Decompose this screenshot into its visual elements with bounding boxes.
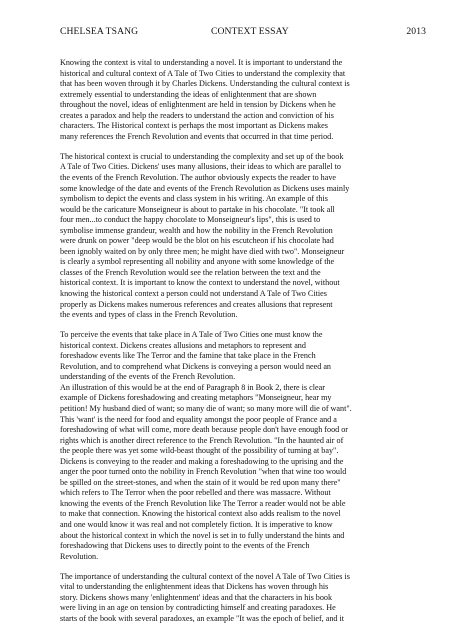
paragraph-line: Dickens is conveying to the reader and making a foreshadowing to the uprising and the (60, 456, 344, 466)
paragraph-line: knowing the historical context a person could not understand A Tale of Two Cities (60, 288, 327, 298)
essay-body (60, 58, 428, 634)
paragraph-line: historical and cultural context of A Tale of Two Cities to understand the complexity that (60, 68, 346, 78)
paragraph-line: To perceive the events that take place in A Tale of Two Cities one must know the (60, 330, 323, 340)
paragraph-line: example of Dickens foreshadowing and creating metaphors "Monseigneur, hear my (60, 393, 332, 403)
header-title: CONTEXT ESSAY (211, 26, 289, 37)
paragraph-line: many references the French Revolution and events that occurred in that time period. (60, 131, 334, 141)
paragraph-line: vital to understanding the enlightenment ideas that Dickens has woven through his (60, 582, 329, 592)
paragraph-line: is clearly a symbol representing all nobility and anyone with some knowledge of the (60, 257, 335, 267)
paragraph-line: about the historical context in which the novel is set in to fully understand the hints and (60, 530, 345, 540)
paragraph-line: foreshadowing of what will come, more death because people don't have enough food or (60, 425, 349, 435)
paragraph-line: the events and types of class in the French Revolution. (60, 310, 238, 320)
paragraph-line: characters. The Historical context is perhaps the most important as Dickens makes (60, 121, 328, 131)
paragraph-line: Knowing the context is vital to understanding a novel. It is important to understand the (60, 58, 343, 67)
paragraph-line: foreshadowing that Dickens uses to directly point to the events of the French (60, 541, 310, 551)
paragraph-line: historical context. Dickens creates allusions and metaphors to represent and (60, 340, 306, 350)
paragraph-line: classes of the French Revolution would see the relation between the text and the (60, 267, 321, 277)
paragraph-line: rights which is another direct reference to the French Revolution. "In the haunted air of (60, 435, 344, 445)
paragraph-line: be spilled on the street-stones, and when the stain of it would be red upon many there" (60, 477, 341, 487)
paragraph-line: properly as Dickens makes numerous references and creates allusions that represent (60, 299, 333, 309)
paragraph-line: were drunk on power "deep would be the blot on his escutcheon if his chocolate had (60, 236, 334, 246)
paragraph-line: and one would know it was real and not completely fiction. It is imperative to know (60, 519, 333, 529)
paragraph-line: four men...to conduct the happy chocolate to Monseigneur's lips", this is used to (60, 215, 321, 225)
paragraph-line: symbolism to depict the events and class system in his writing. An example of this (60, 194, 328, 204)
paragraph-line: A Tale of Two Cities. Dickens' uses many allusions, their ideas to which are parallel to (60, 162, 341, 172)
essay-paragraph (60, 572, 428, 625)
paragraph-line: Revolution, and to comprehend what Dickens is conveying a person would need an (60, 361, 331, 371)
paragraph-line: foreshadow events like The Terror and the famine that take place in the French (60, 351, 316, 361)
paragraph-line: to make that connection. Knowing the historical context also adds realism to the novel (60, 509, 341, 519)
essay-paragraph (60, 330, 428, 562)
header-author: CHELSEA TSANG (60, 26, 139, 37)
paragraph-line: petition! My husband died of want; so many die of want; so many more will die of want". (60, 403, 352, 413)
essay-paragraph (60, 58, 428, 142)
essay-paragraph (60, 152, 428, 321)
paragraph-line: some knowledge of the date and events of the French Revolution as Dickens uses mainly (60, 183, 350, 193)
paragraph-line: An illustration of this would be at the end of Paragraph 8 in Book 2, there is clear (60, 382, 325, 392)
paragraph-line: extremely essential to understanding the ideas of enlightenment that are shown (60, 89, 317, 99)
paragraph-line: historical context. It is important to know the context to understand the novel, without (60, 278, 340, 288)
paragraph-line: symbolise immense grandeur, wealth and how the nobility in the French Revolution (60, 225, 333, 235)
paragraph-line: The historical context is crucial to understanding the complexity and set up of the book (60, 151, 344, 161)
paragraph-line: which refers to The Terror when the poor rebelled and there was massacre. Without (60, 488, 331, 498)
paragraph-line: that has been woven through it by Charles Dickens. Understanding the cultural context is (60, 79, 350, 89)
paragraph-line: the people there was yet some wild-beast thought of the possibility of turning at bay". (60, 446, 339, 456)
paragraph-line: throughout the novel, ideas of enlightenment are held in tension by Dickens when he (60, 100, 336, 110)
paragraph-line: been ignobly waited on by only three men; he might have died with two". Monseigneur (60, 246, 345, 256)
page-header (60, 26, 426, 38)
paragraph-line: anger the poor turned onto the nobility in French Revolution "when that wine too would (60, 467, 347, 477)
paragraph-line: the events of the French Revolution. The author obviously expects the reader to have (60, 172, 337, 182)
paragraph-line: were living in an age on tension by contradicting himself and creating paradoxes. He (60, 603, 336, 613)
paragraph-line: Revolution. (60, 551, 99, 561)
paragraph-line: would be the caricature Monseigneur is about to partake in his chocolate. "It took all (60, 204, 335, 214)
paragraph-line: knowing the events of the French Revolution like The Terror a reader would not be able (60, 498, 346, 508)
paragraph-line: starts of the book with several paradoxes, an example "It was the epoch of belief, and it (60, 613, 344, 623)
paragraph-line: The importance of understanding the cultural context of the novel A Tale of Two Cities is (60, 571, 350, 581)
paragraph-line: story. Dickens shows many 'enlightenment' ideas and that the characters in his book (60, 592, 333, 602)
paragraph-line: This 'want' is the need for food and equality amongst the poor people of France and a (60, 414, 337, 424)
paragraph-line: creates a paradox and help the readers to understand the action and conviction of his (60, 110, 334, 120)
header-year: 2013 (406, 26, 426, 37)
paragraph-line: understanding of the events of the French Revolution. (60, 372, 236, 382)
